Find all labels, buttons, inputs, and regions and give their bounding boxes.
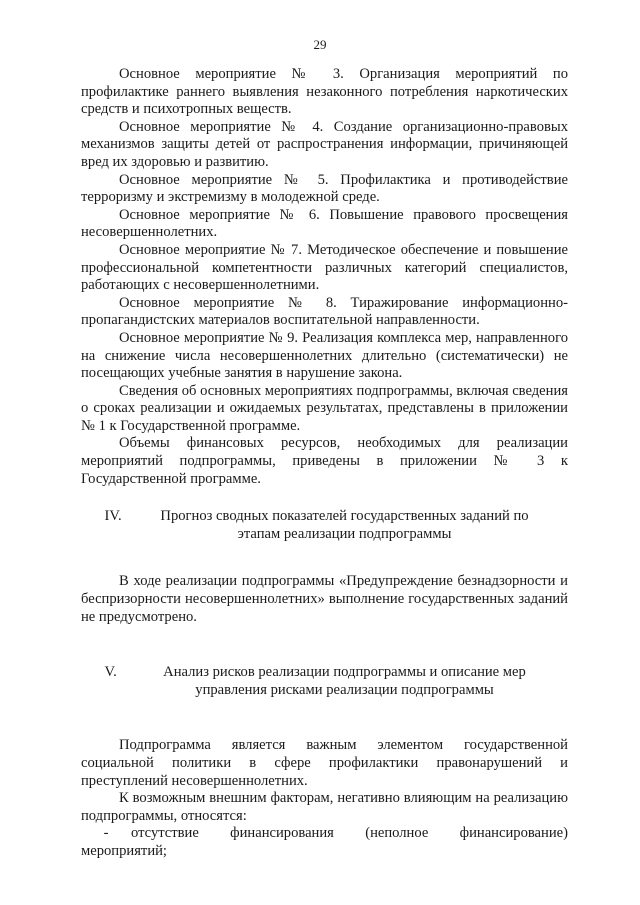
document-body — [81, 66, 568, 861]
section-5-number: V. — [104, 664, 117, 681]
risk-list-item — [81, 825, 568, 860]
section-4-title-line-1: Прогноз сводных показателей государственных заданий по — [160, 508, 529, 525]
list-dash: - — [103, 825, 109, 842]
section-5-paragraph-1: Подпрограмма является важным элементом государственной социальной политики в сфере профилактики правонарушений и преступлений несовершеннолетних. — [81, 737, 568, 789]
paragraph-activities-info: Сведения об основных мероприятиях подпрограммы, включая сведения о сроках реализации и ожидаемых результатах, представлены в приложении № 1 к Государственной программе. — [81, 382, 568, 434]
section-4-title-line-2: этапам реализации подпрограммы — [237, 525, 452, 542]
paragraph-activity-9: Основное мероприятие № 9. Реализация комплекса мер, направленного на снижение числа несовершеннолетних длительно (систематически) не посещающих учебные занятия в нарушение закона. — [81, 329, 568, 382]
paragraph-activity-8: Основное мероприятие № 8. Тиражирование информационно-пропагандистских материалов воспитательной направленности. — [81, 294, 568, 329]
section-4-heading — [81, 508, 568, 543]
paragraph-financing: Объемы финансовых ресурсов, необходимых для реализации мероприятий подпрограммы, приведены в приложении № 3 к Государственной программе. — [81, 435, 568, 487]
section-5-paragraph-2: К возможным внешним факторам, негативно влияющим на реализацию подпрограммы, относятся: — [81, 790, 568, 824]
page-number: 29 — [313, 37, 327, 52]
section-4-text: В ходе реализации подпрограммы «Предупреждение безнадзорности и беспризорности несовершеннолетних» выполнение государственных заданий не предусмотрено. — [81, 573, 568, 625]
paragraph-activity-3: Основное мероприятие № 3. Организация мероприятий по профилактике раннего выявления незаконного потребления наркотических средств и психотропных веществ. — [81, 66, 568, 118]
paragraph-activity-4: Основное мероприятие № 4. Создание организационно-правовых механизмов защиты детей от распространения информации, причиняющей вред их здоровью и развитию. — [81, 118, 568, 170]
paragraph-activity-7: Основное мероприятие № 7. Методическое обеспечение и повышение профессиональной компетентности различных категорий специалистов, работающих с несовершеннолетними. — [81, 241, 568, 294]
section-4-number: IV. — [104, 508, 122, 525]
section-5-title-line-1: Анализ рисков реализации подпрограммы и описание мер — [163, 664, 526, 681]
paragraph-activity-5: Основное мероприятие № 5. Профилактика и противодействие терроризму и экстремизму в молодежной среде. — [81, 171, 568, 206]
risk-list-item-text: отсутствие финансирования (неполное финансирование) мероприятий; — [81, 825, 568, 859]
section-5-heading — [81, 664, 568, 699]
section-5-title-line-2: управления рисками реализации подпрограммы — [195, 681, 494, 698]
paragraph-activity-6: Основное мероприятие № 6. Повышение правового просвещения несовершеннолетних. — [81, 206, 568, 241]
